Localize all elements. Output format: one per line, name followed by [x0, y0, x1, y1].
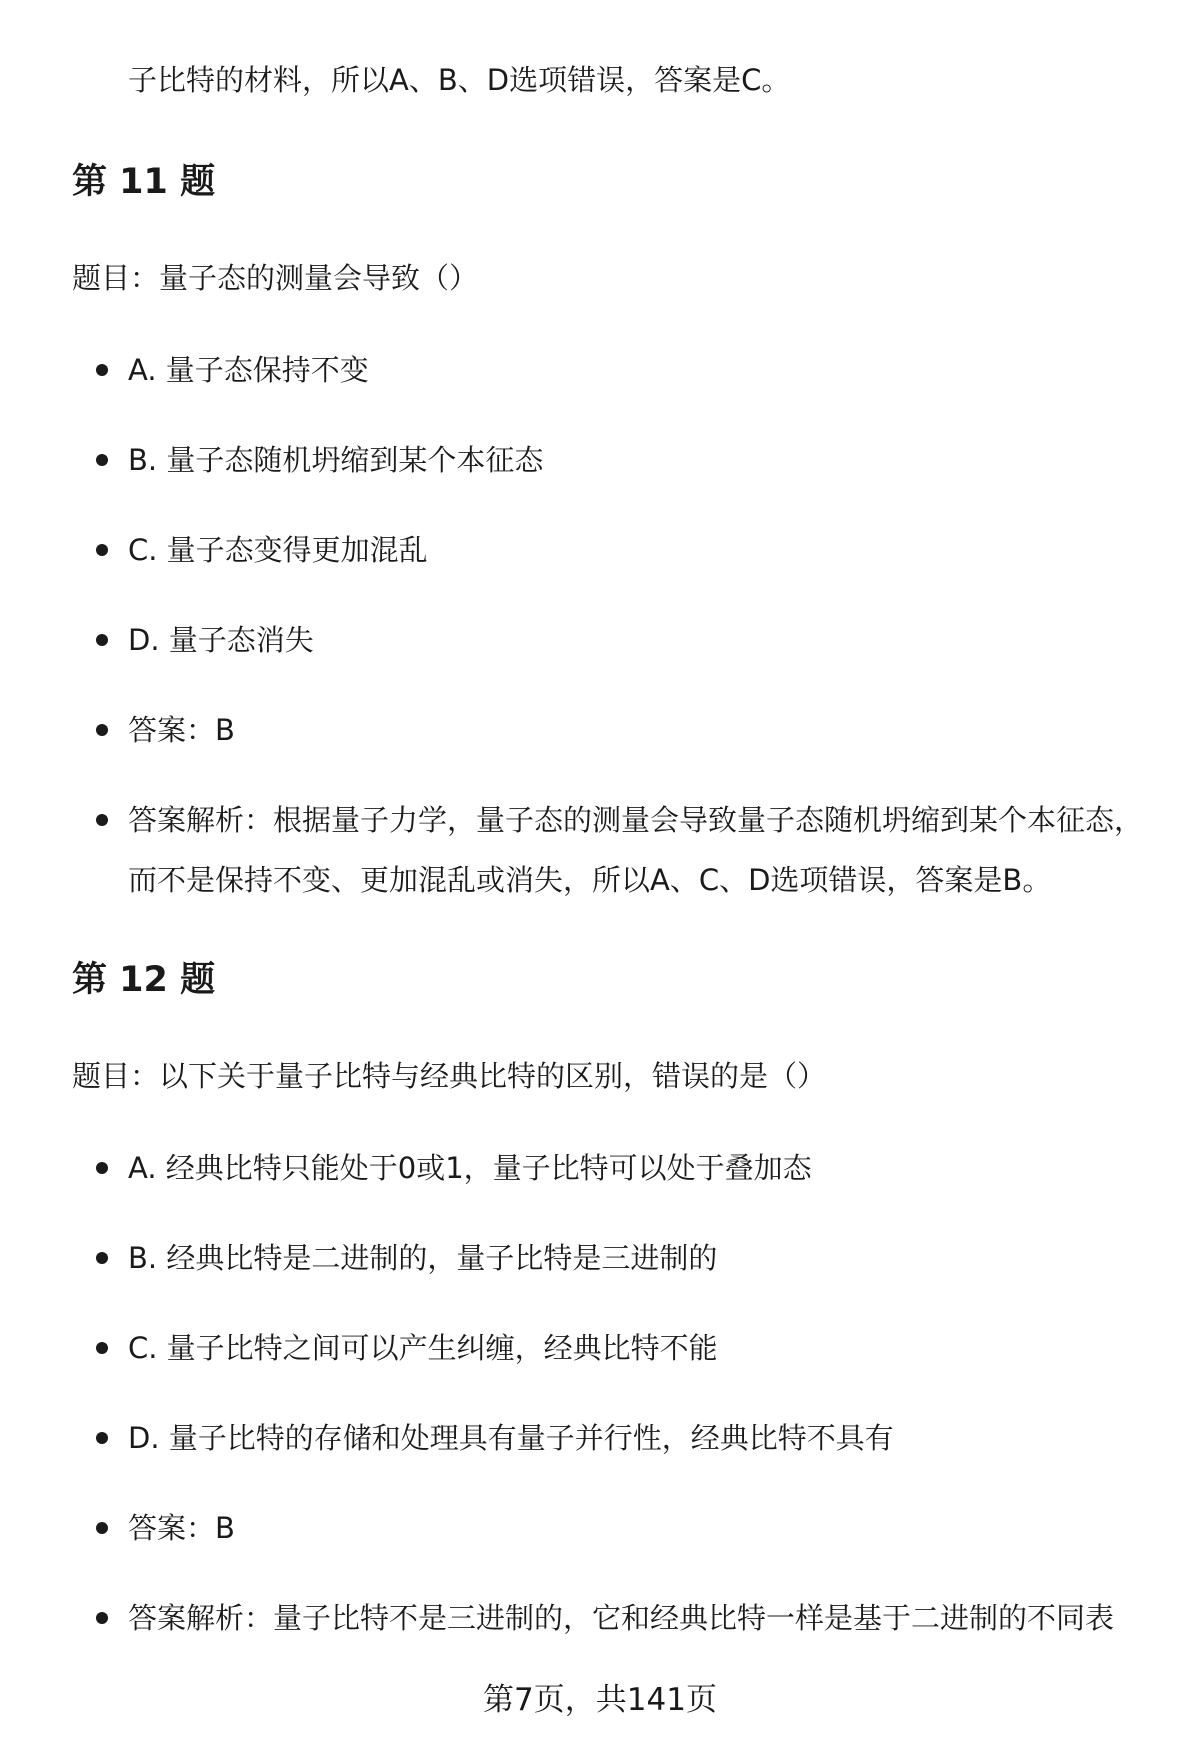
- question-12-option-d: D. 量子比特的存储和处理具有量子并行性，经典比特不具有: [128, 1408, 1148, 1468]
- question-11-text: 题目：量子态的测量会导致（）: [72, 261, 479, 295]
- question-11-option-b: B. 量子态随机坍缩到某个本征态: [128, 430, 1148, 490]
- question-12-heading: 第 12 题: [72, 960, 216, 1000]
- question-12-text: 题目：以下关于量子比特与经典比特的区别，错误的是（）: [72, 1059, 827, 1093]
- question-11-option-c: C. 量子态变得更加混乱: [128, 520, 1148, 580]
- question-11-answer: 答案：B: [128, 700, 1148, 760]
- question-12-explanation: 答案解析：量子比特不是三进制的，它和经典比特一样是基于二进制的不同表: [128, 1588, 1148, 1648]
- question-11-option-d: D. 量子态消失: [128, 610, 1148, 670]
- question-12-option-c: C. 量子比特之间可以产生纠缠，经典比特不能: [128, 1318, 1148, 1378]
- question-12-answer: 答案：B: [128, 1498, 1148, 1558]
- question-12-option-a: A. 经典比特只能处于0或1，量子比特可以处于叠加态: [128, 1138, 1148, 1198]
- continuation-text: 子比特的材料，所以A、B、D选项错误，答案是C。: [128, 63, 791, 97]
- question-11-heading: 第 11 题: [72, 162, 216, 202]
- question-12-option-b: B. 经典比特是二进制的，量子比特是三进制的: [128, 1228, 1148, 1288]
- page-footer: 第7页，共141页: [483, 1682, 717, 1718]
- question-11-option-a: A. 量子态保持不变: [128, 340, 1148, 400]
- question-11-explanation: 答案解析：根据量子力学，量子态的测量会导致量子态随机坍缩到某个本征态，而不是保持不变、更加混乱或消失，所以A、C、D选项错误，答案是B。: [128, 790, 1148, 910]
